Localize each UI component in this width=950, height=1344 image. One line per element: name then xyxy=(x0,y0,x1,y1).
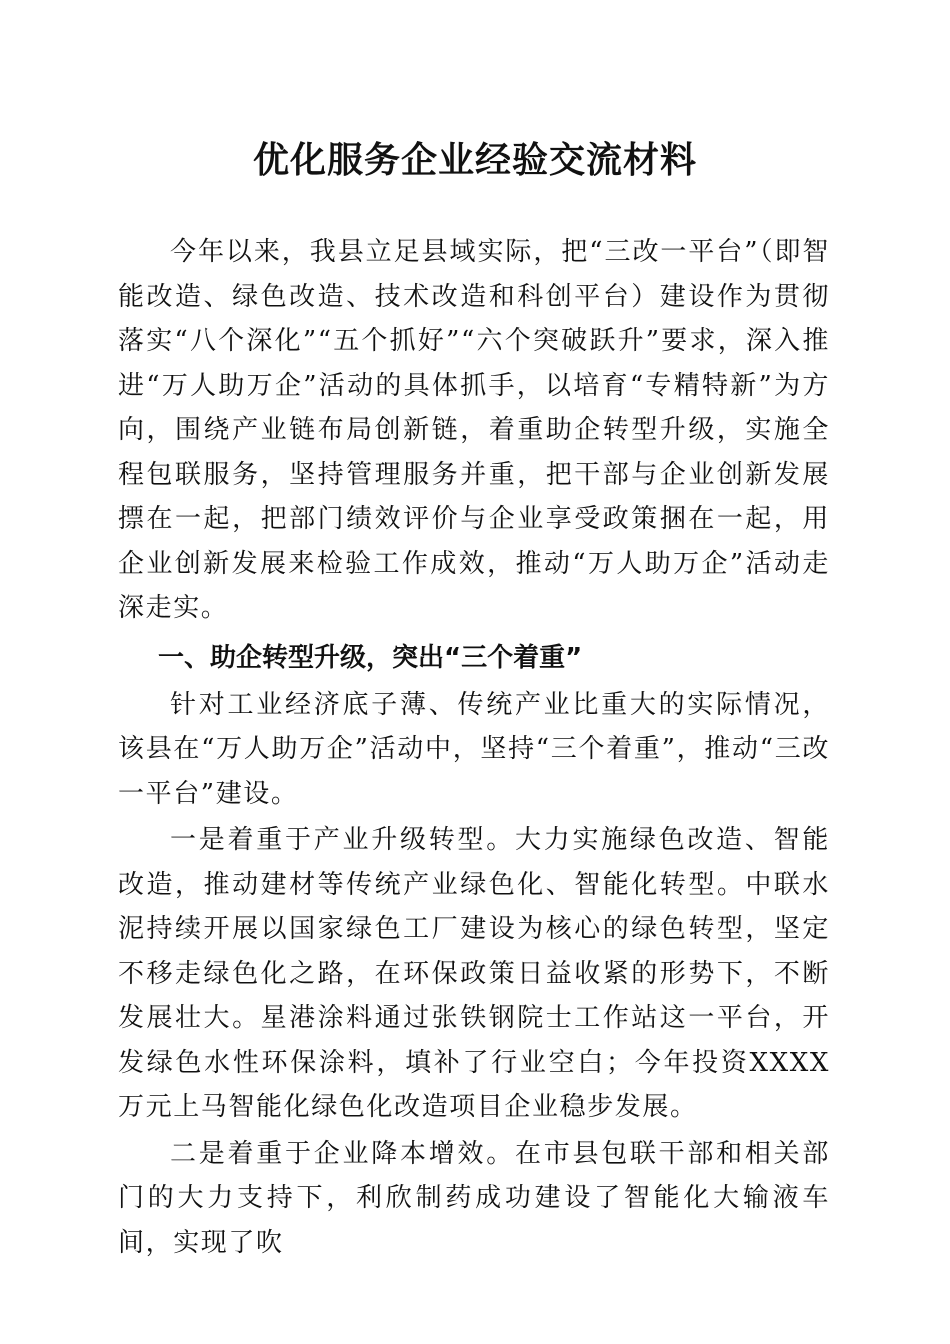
section-heading: 一、助企转型升级，突出“三个着重” xyxy=(158,642,583,673)
point-text: 在市县包联干部和相关部门的大力支持下，利欣制药成功建设了智能化大输液车间，实现了吹 xyxy=(118,1138,831,1258)
page-title: 优化服务企业经验交流材料 xyxy=(252,139,697,181)
point-lead: 二是着重于企业降本增效。 xyxy=(170,1138,515,1169)
section-paragraph: 针对工业经济底子薄、传统产业比重大的实际情况，该县在“万人助万企”活动中，坚持“三个着重”，推动“三改一平台”建设。 xyxy=(118,689,830,809)
document-body xyxy=(118,230,830,1265)
point-paragraph xyxy=(118,1132,830,1266)
point-lead: 一是着重于产业升级转型。 xyxy=(170,825,515,855)
point-paragraph xyxy=(118,818,830,1130)
point-text: 大力实施绿色改造、智能改造，推动建材等传统产业绿色化、智能化转型。中联水泥持续开展以国家绿色工厂建设为核心的绿色转型，坚定不移走绿色化之路，在环保政策日益收紧的形势下，不断发展壮大。星港涂料通过张铁钢院士工作站这一平台，开发绿色水性环保涂料，填补了行业空白；今年投资XXXX万元上马智能化绿色化改造项目企业稳步发展。 xyxy=(118,825,831,1122)
intro-paragraph: 今年以来，我县立足县域实际，把“三改一平台”（即智能改造、绿色改造、技术改造和科创平台）建设作为贯彻落实“八个深化”“五个抓好”“六个突破跃升”要求，深入推进“万人助万企”活动的具体抓手，以培育“专精特新”为方向，围绕产业链布局创新链，着重助企转型升级，实施全程包联服务，坚持管理服务并重，把干部与企业创新发展摽在一起，把部门绩效评价与企业享受政策捆在一起，用企业创新发展来检验工作成效，推动“万人助万企”活动走深走实。 xyxy=(118,237,830,623)
